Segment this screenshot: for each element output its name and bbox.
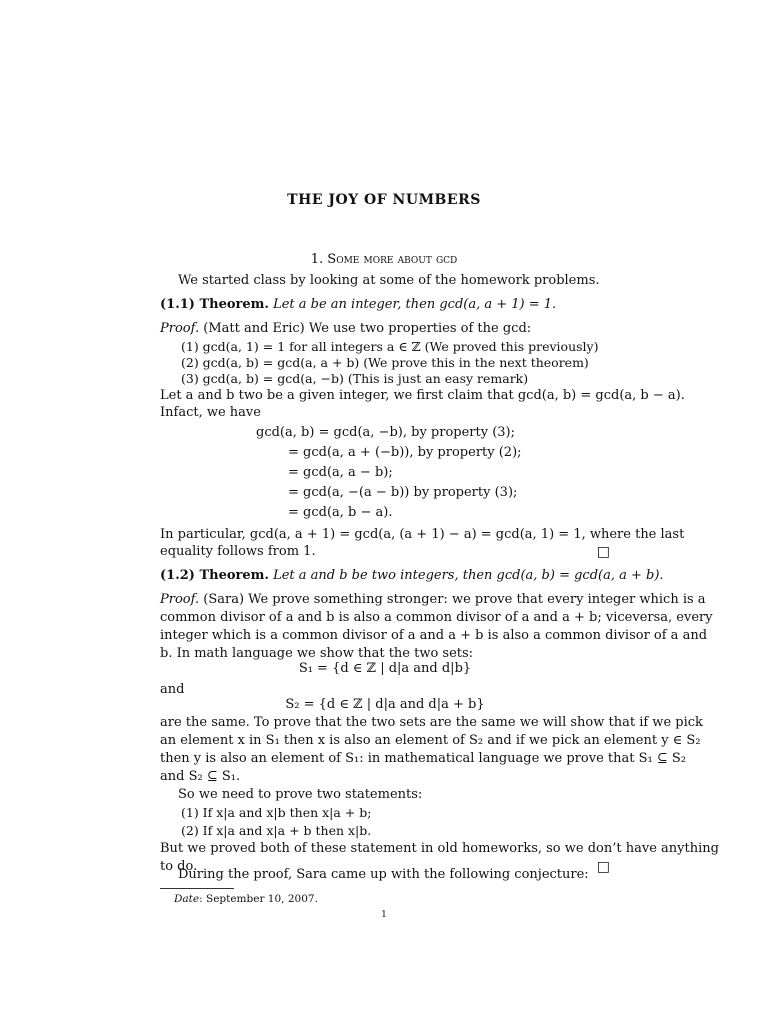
and-line: and (160, 682, 185, 697)
proof-2-label: Proof. (160, 592, 200, 607)
theorem-1-1-text: Let a be an integer, then gcd(a, a + 1) = 1. (273, 297, 557, 312)
statement-1: (1) If x|a and x|b then x|a + b; (181, 805, 372, 820)
theorem-1-2-label: (1.2) Theorem. (160, 568, 269, 583)
property-2: (2) gcd(a, b) = gcd(a, a + b) (We prove this in the next theorem) (181, 355, 589, 370)
section-title: Some more about gcd (327, 252, 458, 267)
proof-1-start (160, 320, 610, 338)
need-line: So we need to prove two statements: (178, 787, 423, 802)
same-line-2: an element x in S₁ then x is also an element of S₂ and if we pick an element y ∈ S₂ (160, 733, 701, 748)
property-1: (1) gcd(a, 1) = 1 for all integers a ∈ ℤ (We proved this previously) (181, 339, 599, 354)
proof-2-start (160, 591, 706, 609)
proof-2-line-2: common divisor of a and b is also a common divisor of a and a + b; viceversa, every (160, 610, 713, 625)
statement-2: (2) If x|a and x|a + b then x|b. (181, 823, 372, 838)
theorem-1-2 (160, 567, 664, 585)
but-text: to do. (160, 859, 198, 874)
claim-line-1: Let a and b two be a given integer, we first claim that gcd(a, b) = gcd(a, b − a). (160, 388, 685, 403)
section-heading (0, 252, 768, 267)
page-number: 1 (381, 910, 387, 920)
proof-1-text: (Matt and Eric) We use two properties of the gcd: (203, 321, 532, 336)
equation-3: = gcd(a, a − b); (288, 465, 393, 480)
footnote-rule (160, 888, 234, 889)
same-line-4: and S₂ ⊆ S₁. (160, 769, 241, 784)
equation-4: = gcd(a, −(a − b)) by property (3); (288, 485, 518, 500)
footnote (174, 893, 318, 905)
qed-icon: □ (596, 859, 610, 875)
proof-2-line-4: b. In math language we show that the two sets: (160, 646, 474, 661)
theorem-1-1 (160, 296, 610, 314)
particular-text: equality follows from 1. (160, 544, 316, 559)
set-s2: S₂ = {d ∈ ℤ | d|a and d|a + b} (285, 697, 485, 712)
theorem-1-1-label: (1.1) Theorem. (160, 297, 269, 312)
conjecture-line: During the proof, Sara came up with the following conjecture: (178, 867, 589, 882)
but-line-1: But we proved both of these statement in old homeworks, so we don’t have anything (160, 841, 719, 856)
section-number: 1. (310, 252, 324, 267)
proof-1-label: Proof. (160, 321, 200, 336)
proof-2-line-3: integer which is a common divisor of a and a + b is also a common divisor of a and (160, 628, 708, 643)
particular-line-2 (160, 543, 610, 561)
equation-2: = gcd(a, a + (−b)), by property (2); (288, 445, 522, 460)
property-3: (3) gcd(a, b) = gcd(a, −b) (This is just an easy remark) (181, 371, 529, 386)
particular-line-1: In particular, gcd(a, a + 1) = gcd(a, (a + 1) − a) = gcd(a, 1) = 1, where the last (160, 527, 685, 542)
footnote-label: Date (174, 893, 200, 905)
set-s1: S₁ = {d ∈ ℤ | d|a and d|b} (298, 661, 472, 676)
intro-line: We started class by looking at some of the homework problems. (178, 273, 600, 288)
same-line-3: then y is also an element of S₁: in mathematical language we prove that S₁ ⊆ S₂ (160, 751, 686, 766)
paper-title: THE JOY OF NUMBERS (287, 192, 481, 208)
proof-2-text: (Sara) We prove something stronger: we prove that every integer which is a (203, 592, 706, 607)
claim-line-2: Infact, we have (160, 405, 261, 420)
theorem-1-2-text: Let a and b be two integers, then gcd(a, b) = gcd(a, a + b). (273, 568, 664, 583)
footnote-text: : September 10, 2007. (199, 893, 318, 905)
same-line-1: are the same. To prove that the two sets are the same we will show that if we pick (160, 715, 703, 730)
equation-1: gcd(a, b) = gcd(a, −b), by property (3); (256, 425, 516, 440)
equation-5: = gcd(a, b − a). (288, 505, 393, 520)
qed-icon: □ (596, 544, 610, 560)
